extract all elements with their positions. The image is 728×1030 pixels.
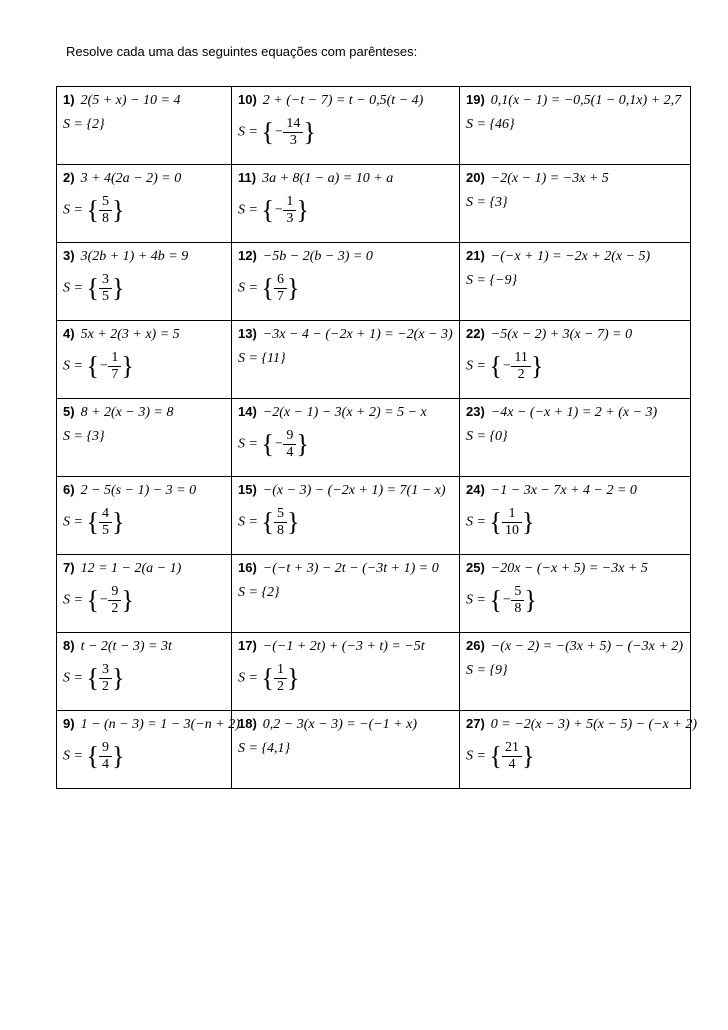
exercise-cell — [232, 87, 460, 165]
solution-text: S = {4,1} — [238, 741, 291, 756]
fraction-denominator: 8 — [101, 211, 109, 226]
solution-prefix: S = — [466, 514, 490, 530]
solution-prefix: S = — [466, 748, 490, 764]
exercise-number: 11) — [238, 170, 257, 185]
solution-text: S = {2} — [63, 117, 105, 132]
solution-fraction — [274, 506, 287, 539]
solution-set — [63, 740, 225, 773]
solution-sign: − — [273, 124, 284, 140]
solution-set — [63, 506, 225, 539]
solution-fraction — [283, 116, 303, 149]
solution-set — [238, 584, 453, 602]
solution-prefix: S = — [238, 436, 262, 452]
solution-set — [238, 116, 453, 149]
exercise-cell — [232, 477, 460, 555]
exercise-cell — [232, 555, 460, 633]
left-brace: { — [261, 273, 274, 303]
fraction-denominator: 2 — [276, 679, 284, 694]
right-brace: } — [296, 195, 309, 225]
exercise-number: 12) — [238, 248, 257, 263]
equation — [238, 559, 453, 578]
solution-prefix: S = — [238, 124, 262, 140]
equation-text: −(−x + 1) = −2x + 2(x − 5) — [490, 249, 651, 264]
solution-set — [466, 662, 684, 680]
equation-text: 2(5 + x) − 10 = 4 — [80, 93, 181, 108]
exercise-number: 2) — [63, 170, 75, 185]
solution-prefix: S = — [63, 748, 87, 764]
exercise-cell — [57, 477, 232, 555]
right-brace: } — [303, 117, 316, 147]
equation — [466, 637, 684, 656]
exercise-number: 24) — [466, 482, 485, 497]
exercise-number: 8) — [63, 638, 75, 653]
fraction-denominator: 5 — [101, 523, 109, 538]
left-brace: { — [86, 273, 99, 303]
fraction-numerator: 9 — [99, 740, 112, 757]
equation-text: 0,1(x − 1) = −0,5(1 − 0,1x) + 2,7 — [490, 93, 682, 108]
fraction-numerator: 14 — [283, 116, 303, 133]
solution-set — [238, 428, 453, 461]
exercise-number: 26) — [466, 638, 485, 653]
solution-fraction — [502, 506, 522, 539]
table-row — [57, 321, 691, 399]
right-brace: } — [296, 429, 309, 459]
fraction-denominator: 2 — [517, 367, 525, 382]
fraction-denominator: 8 — [276, 523, 284, 538]
equation-text: 2 + (−t − 7) = t − 0,5(t − 4) — [262, 93, 424, 108]
solution-set — [238, 272, 453, 305]
solution-text: S = {−9} — [466, 273, 518, 288]
solution-fraction — [108, 350, 121, 383]
solution-fraction — [502, 740, 522, 773]
solution-fraction — [99, 506, 112, 539]
solution-set — [63, 350, 225, 383]
exercise-cell — [57, 399, 232, 477]
solution-sign: − — [501, 358, 512, 374]
left-brace: { — [86, 351, 99, 381]
fraction-numerator: 3 — [99, 272, 112, 289]
solution-prefix: S = — [238, 670, 262, 686]
solution-prefix: S = — [63, 670, 87, 686]
right-brace: } — [121, 351, 134, 381]
table-row — [57, 477, 691, 555]
equation-text: −4x − (−x + 1) = 2 + (x − 3) — [490, 405, 658, 420]
exercise-number: 10) — [238, 92, 257, 107]
table-row — [57, 633, 691, 711]
left-brace: { — [489, 741, 502, 771]
right-brace: } — [111, 195, 125, 225]
solution-text: S = {3} — [466, 195, 508, 210]
equation — [238, 637, 453, 656]
solution-prefix: S = — [238, 280, 262, 296]
equation — [466, 325, 684, 344]
solution-set — [238, 740, 453, 758]
left-brace: { — [86, 195, 99, 225]
exercise-cell — [57, 711, 240, 789]
equation-text: 8 + 2(x − 3) = 8 — [80, 405, 174, 420]
exercise-cell — [232, 399, 460, 477]
equation — [63, 325, 225, 344]
exercise-cell — [57, 633, 232, 711]
solution-fraction — [108, 584, 121, 617]
solution-fraction — [511, 584, 524, 617]
solution-text: S = {46} — [466, 117, 515, 132]
table-row — [57, 399, 691, 477]
equation — [63, 715, 240, 734]
solution-set — [466, 272, 684, 290]
exercise-number: 9) — [63, 716, 75, 731]
exercise-cell — [57, 165, 232, 243]
equation — [63, 481, 225, 500]
fraction-denominator: 8 — [514, 601, 522, 616]
solution-text: S = {0} — [466, 429, 508, 444]
equation-text: 0,2 − 3(x − 3) = −(−1 + x) — [262, 717, 418, 732]
exercise-cell — [460, 633, 691, 711]
equation — [63, 247, 225, 266]
exercise-cell — [460, 165, 691, 243]
equation-text: −(−t + 3) − 2t − (−3t + 1) = 0 — [262, 561, 439, 576]
solution-prefix: S = — [466, 358, 490, 374]
exercise-number: 17) — [238, 638, 257, 653]
solution-sign: − — [501, 592, 512, 608]
solution-fraction — [283, 194, 296, 227]
solution-set — [466, 584, 684, 617]
solution-set — [63, 194, 225, 227]
fraction-numerator: 6 — [274, 272, 287, 289]
exercise-number: 23) — [466, 404, 485, 419]
exercise-number: 5) — [63, 404, 75, 419]
fraction-denominator: 4 — [101, 757, 109, 772]
solution-set — [63, 116, 225, 134]
fraction-numerator: 11 — [511, 350, 530, 367]
equation-text: −20x − (−x + 5) = −3x + 5 — [490, 561, 648, 576]
equation-text: 1 − (n − 3) = 1 − 3(−n + 2) — [80, 717, 240, 732]
equation — [63, 559, 225, 578]
left-brace: { — [489, 585, 502, 615]
equation-text: 3 + 4(2a − 2) = 0 — [80, 171, 182, 186]
exercise-cell — [460, 243, 691, 321]
exercise-number: 25) — [466, 560, 485, 575]
equation — [466, 715, 697, 734]
right-brace: } — [111, 663, 125, 693]
solution-fraction — [283, 428, 296, 461]
exercise-cell — [57, 243, 232, 321]
exercise-cell — [460, 321, 691, 399]
solution-fraction — [274, 272, 287, 305]
equation-text: 3(2b + 1) + 4b = 9 — [80, 249, 189, 264]
table-row — [57, 243, 691, 321]
equation — [238, 91, 453, 110]
exercise-number: 14) — [238, 404, 257, 419]
left-brace: { — [86, 741, 99, 771]
fraction-denominator: 3 — [289, 133, 297, 148]
exercise-number: 4) — [63, 326, 75, 341]
equation — [238, 169, 453, 188]
equation-text: 3a + 8(1 − a) = 10 + a — [262, 171, 394, 186]
left-brace: { — [86, 507, 99, 537]
solution-set — [466, 506, 684, 539]
fraction-denominator: 4 — [286, 445, 294, 460]
fraction-numerator: 5 — [274, 506, 287, 523]
solution-fraction — [511, 350, 530, 383]
equation — [63, 637, 225, 656]
right-brace: } — [111, 507, 125, 537]
solution-fraction — [274, 662, 287, 695]
equation — [238, 325, 453, 344]
exercise-number: 16) — [238, 560, 257, 575]
solution-prefix: S = — [466, 592, 490, 608]
equation-text: −3x − 4 − (−2x + 1) = −2(x − 3) — [262, 327, 453, 342]
right-brace: } — [111, 741, 125, 771]
exercise-cell — [57, 555, 232, 633]
fraction-denominator: 7 — [276, 289, 284, 304]
equation-text: −(x − 2) = −(3x + 5) − (−3x + 2) — [490, 639, 683, 654]
table-row — [57, 87, 691, 165]
page-heading: Resolve cada uma das seguintes equações com parênteses: — [66, 44, 418, 59]
equation — [238, 481, 453, 500]
solution-prefix: S = — [63, 592, 87, 608]
solution-set — [466, 740, 684, 773]
solution-prefix: S = — [63, 280, 87, 296]
equation-text: −(x − 3) − (−2x + 1) = 7(1 − x) — [262, 483, 446, 498]
left-brace: { — [489, 351, 502, 381]
solution-set — [238, 350, 453, 368]
solution-set — [63, 428, 225, 446]
solution-sign: − — [273, 436, 284, 452]
equation-text: 0 = −2(x − 3) + 5(x − 5) − (−x + 2) — [490, 717, 697, 732]
solution-set — [63, 584, 225, 617]
fraction-numerator: 9 — [283, 428, 296, 445]
fraction-denominator: 5 — [101, 289, 109, 304]
solution-text: S = {3} — [63, 429, 105, 444]
equation-text: −5b − 2(b − 3) = 0 — [262, 249, 373, 264]
fraction-numerator: 5 — [99, 194, 112, 211]
fraction-numerator: 1 — [274, 662, 287, 679]
equation — [466, 91, 684, 110]
equation — [238, 247, 453, 266]
fraction-numerator: 21 — [502, 740, 522, 757]
solution-set — [238, 194, 453, 227]
table-row — [57, 165, 691, 243]
left-brace: { — [261, 429, 274, 459]
exercise-cell — [57, 87, 232, 165]
fraction-denominator: 4 — [508, 757, 516, 772]
solution-prefix: S = — [63, 358, 87, 374]
table-row — [57, 711, 691, 789]
equation-text: −1 − 3x − 7x + 4 − 2 = 0 — [490, 483, 637, 498]
equation-text: t − 2(t − 3) = 3t — [80, 639, 172, 654]
fraction-denominator: 2 — [111, 601, 119, 616]
fraction-numerator: 3 — [99, 662, 112, 679]
exercise-number: 19) — [466, 92, 485, 107]
exercise-cell — [57, 321, 232, 399]
solution-set — [466, 350, 684, 383]
right-brace: } — [530, 351, 544, 381]
solution-set — [63, 272, 225, 305]
fraction-numerator: 1 — [502, 506, 522, 523]
fraction-numerator: 1 — [283, 194, 296, 211]
equation-text: −2(x − 1) = −3x + 5 — [490, 171, 609, 186]
exercise-cell — [232, 321, 460, 399]
exercise-cell — [232, 711, 460, 789]
equation — [63, 403, 225, 422]
right-brace: } — [521, 507, 535, 537]
left-brace: { — [261, 117, 274, 147]
left-brace: { — [489, 507, 502, 537]
exercise-number: 6) — [63, 482, 75, 497]
solution-set — [63, 662, 225, 695]
exercise-number: 7) — [63, 560, 75, 575]
exercise-cell — [232, 633, 460, 711]
solution-set — [238, 506, 453, 539]
exercise-cell — [232, 243, 460, 321]
solution-fraction — [99, 272, 112, 305]
solution-text: S = {11} — [238, 351, 286, 366]
solution-prefix: S = — [63, 514, 87, 530]
equation-text: 12 = 1 − 2(a − 1) — [80, 561, 182, 576]
fraction-denominator: 3 — [286, 211, 294, 226]
solution-set — [466, 116, 684, 134]
equation-text: −2(x − 1) − 3(x + 2) = 5 − x — [262, 405, 427, 420]
equation-text: 2 − 5(s − 1) − 3 = 0 — [80, 483, 197, 498]
equation — [466, 481, 684, 500]
equation — [238, 715, 453, 734]
exercise-cell — [460, 477, 691, 555]
solution-sign: − — [273, 202, 284, 218]
fraction-denominator: 10 — [504, 523, 519, 538]
left-brace: { — [261, 663, 274, 693]
exercise-number: 1) — [63, 92, 75, 107]
fraction-numerator: 1 — [108, 350, 121, 367]
right-brace: } — [286, 507, 300, 537]
equation — [63, 91, 225, 110]
solution-text: S = {9} — [466, 663, 508, 678]
solution-fraction — [99, 740, 112, 773]
right-brace: } — [111, 273, 125, 303]
right-brace: } — [521, 741, 535, 771]
equation — [466, 247, 684, 266]
left-brace: { — [261, 195, 274, 225]
exercise-number: 13) — [238, 326, 257, 341]
exercise-cell — [460, 87, 691, 165]
solution-fraction — [99, 662, 112, 695]
exercise-cell — [232, 165, 460, 243]
solution-sign: − — [98, 358, 109, 374]
solution-prefix: S = — [238, 514, 262, 530]
equations-table — [56, 86, 697, 789]
solution-set — [466, 194, 684, 212]
exercise-number: 21) — [466, 248, 485, 263]
fraction-denominator: 2 — [101, 679, 109, 694]
table-row — [57, 555, 691, 633]
exercise-cell — [460, 711, 697, 789]
exercise-number: 15) — [238, 482, 257, 497]
solution-set — [466, 428, 684, 446]
equation — [466, 403, 684, 422]
solution-prefix: S = — [238, 202, 262, 218]
exercise-number: 18) — [238, 716, 257, 731]
exercise-cell — [460, 555, 691, 633]
equation — [466, 559, 684, 578]
fraction-numerator: 9 — [108, 584, 121, 601]
fraction-denominator: 7 — [111, 367, 119, 382]
equation — [466, 169, 684, 188]
exercise-number: 3) — [63, 248, 75, 263]
left-brace: { — [86, 663, 99, 693]
exercise-number: 27) — [466, 716, 485, 731]
equation-text: −(−1 + 2t) + (−3 + t) = −5t — [262, 639, 425, 654]
equation — [63, 169, 225, 188]
fraction-numerator: 4 — [99, 506, 112, 523]
solution-fraction — [99, 194, 112, 227]
right-brace: } — [286, 663, 300, 693]
solution-sign: − — [98, 592, 109, 608]
fraction-numerator: 5 — [511, 584, 524, 601]
exercise-number: 20) — [466, 170, 485, 185]
solution-text: S = {2} — [238, 585, 280, 600]
exercise-cell — [460, 399, 691, 477]
equation — [238, 403, 453, 422]
exercise-number: 22) — [466, 326, 485, 341]
right-brace: } — [121, 585, 134, 615]
solution-prefix: S = — [63, 202, 87, 218]
equation-text: 5x + 2(3 + x) = 5 — [80, 327, 180, 342]
left-brace: { — [261, 507, 274, 537]
right-brace: } — [524, 585, 537, 615]
equation-text: −5(x − 2) + 3(x − 7) = 0 — [490, 327, 633, 342]
left-brace: { — [86, 585, 99, 615]
solution-set — [238, 662, 453, 695]
right-brace: } — [286, 273, 300, 303]
